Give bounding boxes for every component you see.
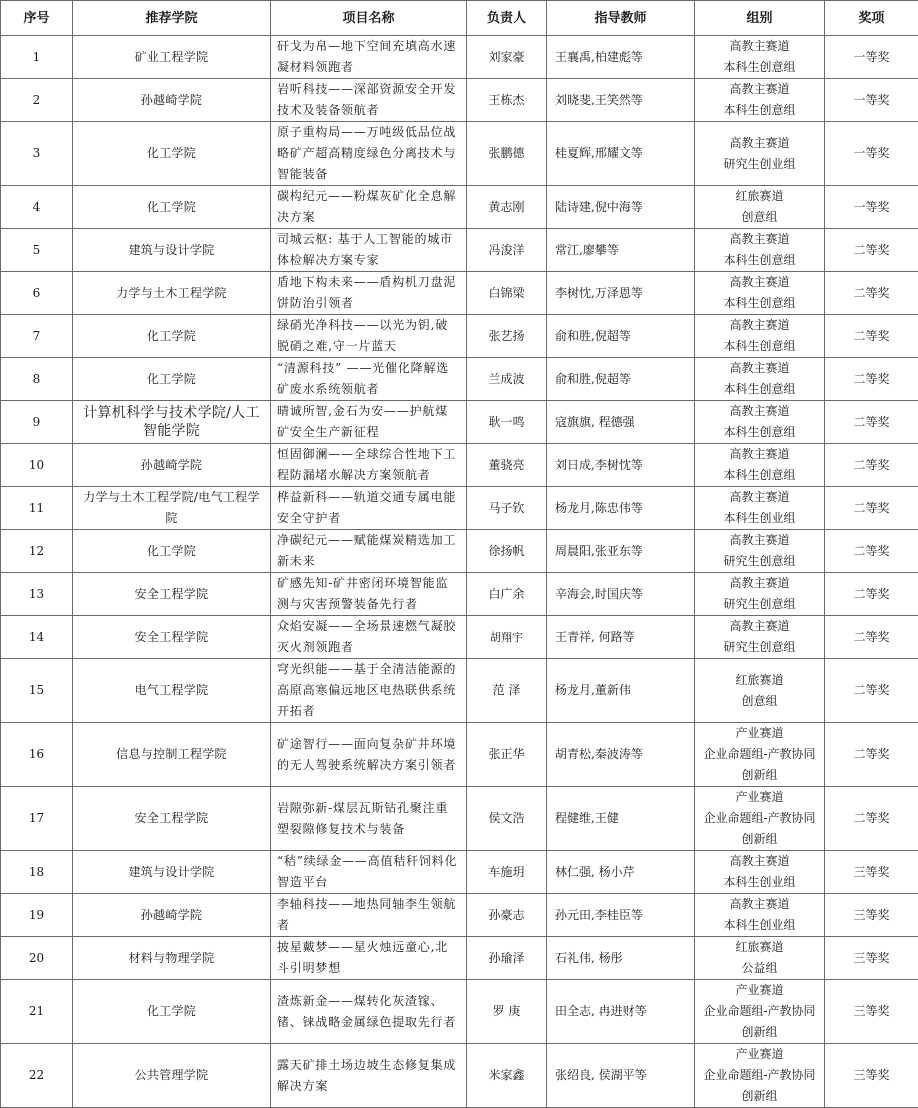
- group-cell: [695, 530, 825, 573]
- group-line: 研究生创意组: [723, 554, 796, 568]
- group-line: 创意组: [741, 210, 778, 224]
- group-cell: [695, 937, 825, 980]
- row-number: 9: [1, 401, 73, 444]
- group-line: 高教主赛道: [729, 533, 790, 547]
- group-cell: [695, 723, 825, 787]
- award-cell: 三等奖: [825, 1044, 918, 1108]
- group-cell: [695, 487, 825, 530]
- award-cell: 三等奖: [825, 894, 918, 937]
- table-row: [1, 530, 918, 573]
- teacher-cell: 辛海会,时国庆等: [547, 573, 695, 616]
- college-cell: 孙越崎学院: [73, 444, 271, 487]
- table-row: [1, 616, 918, 659]
- award-cell: 三等奖: [825, 851, 918, 894]
- group-line: 本科生创意组: [723, 468, 796, 482]
- award-cell: 二等奖: [825, 487, 918, 530]
- teacher-cell: 常江,廖攀等: [547, 229, 695, 272]
- table-row: [1, 487, 918, 530]
- college-cell: 建筑与设计学院: [73, 229, 271, 272]
- row-number: 5: [1, 229, 73, 272]
- row-number: 20: [1, 937, 73, 980]
- award-cell: 二等奖: [825, 787, 918, 851]
- group-line: 高教主赛道: [729, 404, 790, 418]
- group-line: 高教主赛道: [729, 490, 790, 504]
- award-cell: 二等奖: [825, 315, 918, 358]
- project-name-cell: 盾地下构未来——盾构机刀盘泥饼防治引领者: [271, 272, 467, 315]
- teacher-cell: 桂夏辉,邢耀文等: [547, 122, 695, 186]
- award-cell: 三等奖: [825, 980, 918, 1044]
- table-row: [1, 573, 918, 616]
- table-row: [1, 122, 918, 186]
- group-cell: [695, 980, 825, 1044]
- row-number: 17: [1, 787, 73, 851]
- group-cell: [695, 851, 825, 894]
- leader-cell: 孙瑜泽: [467, 937, 547, 980]
- teacher-cell: 胡青松,秦波涛等: [547, 723, 695, 787]
- project-name-cell: 矿途智行——面向复杂矿井环境的无人驾驶系统解决方案引领者: [271, 723, 467, 787]
- group-line: 本科生创业组: [723, 511, 796, 525]
- col-header-no: 序号: [1, 1, 73, 36]
- leader-cell: 张艺扬: [467, 315, 547, 358]
- teacher-cell: 张绍良, 侯湖平等: [547, 1044, 695, 1108]
- group-line: 本科生创业组: [723, 918, 796, 932]
- teacher-cell: 俞和胜,倪超等: [547, 358, 695, 401]
- award-cell: 一等奖: [825, 122, 918, 186]
- group-cell: [695, 573, 825, 616]
- row-number: 6: [1, 272, 73, 315]
- project-name-cell: 绿硝光净科技——以光为钥,破脱硝之难,守一片蓝天: [271, 315, 467, 358]
- award-cell: 二等奖: [825, 573, 918, 616]
- table-row: [1, 229, 918, 272]
- project-name-cell: 岩听科技——深部资源安全开发技术及装备领航者: [271, 79, 467, 122]
- table-row: [1, 659, 918, 723]
- group-line: 本科生创意组: [723, 103, 796, 117]
- group-line: 高教主赛道: [729, 447, 790, 461]
- group-line: 高教主赛道: [729, 135, 790, 150]
- table-row: [1, 401, 918, 444]
- award-cell: 一等奖: [825, 79, 918, 122]
- teacher-cell: 杨龙月,董新伟: [547, 659, 695, 723]
- row-number: 10: [1, 444, 73, 487]
- project-name-cell: “清源科技” ——光催化降解选矿废水系统领航者: [271, 358, 467, 401]
- award-cell: 一等奖: [825, 186, 918, 229]
- group-cell: [695, 79, 825, 122]
- table-row: [1, 894, 918, 937]
- row-number: 1: [1, 36, 73, 79]
- group-cell: [695, 1044, 825, 1108]
- college-cell: 化工学院: [73, 315, 271, 358]
- row-number: 18: [1, 851, 73, 894]
- teacher-cell: 石礼伟, 杨彤: [547, 937, 695, 980]
- college-cell: 安全工程学院: [73, 787, 271, 851]
- project-name-cell: 渣炼新金——煤转化灰渣镓、锗、铼战略金属绿色提取先行者: [271, 980, 467, 1044]
- group-line: 本科生创业组: [723, 875, 796, 889]
- project-name-cell: 恒固御澜——全球综合性地下工程防漏堵水解决方案领航者: [271, 444, 467, 487]
- project-name-cell: 岩隙弥新-煤层瓦斯钻孔聚注重塑裂隙修复技术与装备: [271, 787, 467, 851]
- project-name-cell: 众焰安凝——全场景速燃气凝胶灭火剂领跑者: [271, 616, 467, 659]
- col-header-teacher: 指导教师: [547, 1, 695, 36]
- leader-cell: 刘家豪: [467, 36, 547, 79]
- group-cell: [695, 272, 825, 315]
- row-number: 14: [1, 616, 73, 659]
- group-cell: [695, 122, 825, 186]
- teacher-cell: 程健维,王健: [547, 787, 695, 851]
- row-number: 22: [1, 1044, 73, 1108]
- award-cell: 二等奖: [825, 659, 918, 723]
- row-number: 8: [1, 358, 73, 401]
- teacher-cell: 陆诗建,倪中海等: [547, 186, 695, 229]
- group-line: 本科生创意组: [723, 425, 796, 439]
- group-cell: [695, 787, 825, 851]
- teacher-cell: 周晨阳,张亚东等: [547, 530, 695, 573]
- table-row: [1, 851, 918, 894]
- leader-cell: 兰成波: [467, 358, 547, 401]
- table-row: [1, 272, 918, 315]
- leader-cell: 白锦梁: [467, 272, 547, 315]
- row-number: 12: [1, 530, 73, 573]
- award-cell: 二等奖: [825, 272, 918, 315]
- teacher-cell: 林仁强, 杨小芹: [547, 851, 695, 894]
- group-line: 高教主赛道: [729, 39, 790, 53]
- group-line: 本科生创意组: [723, 296, 796, 310]
- college-cell: 电气工程学院: [73, 659, 271, 723]
- group-line: 创意组: [741, 693, 778, 708]
- group-line: 企业命题组-产教协同创新组: [703, 1004, 816, 1039]
- leader-cell: 董骁亮: [467, 444, 547, 487]
- leader-cell: 耿一鸣: [467, 401, 547, 444]
- award-cell: 二等奖: [825, 401, 918, 444]
- college-cell: 建筑与设计学院: [73, 851, 271, 894]
- teacher-cell: 王青祥, 何路等: [547, 616, 695, 659]
- teacher-cell: 刘日成,李树忱等: [547, 444, 695, 487]
- group-line: 产业赛道: [735, 1047, 784, 1061]
- group-line: 公益组: [741, 961, 778, 975]
- group-line: 红旅赛道: [735, 189, 784, 203]
- leader-cell: 马子钦: [467, 487, 547, 530]
- row-number: 7: [1, 315, 73, 358]
- award-cell: 一等奖: [825, 36, 918, 79]
- group-line: 高教主赛道: [729, 232, 790, 246]
- group-line: 高教主赛道: [729, 318, 790, 332]
- table-row: [1, 787, 918, 851]
- award-cell: 二等奖: [825, 616, 918, 659]
- teacher-cell: 寇旗旗, 程德强: [547, 401, 695, 444]
- col-header-leader: 负责人: [467, 1, 547, 36]
- row-number: 3: [1, 122, 73, 186]
- college-cell: 化工学院: [73, 122, 271, 186]
- award-cell: 二等奖: [825, 530, 918, 573]
- group-line: 研究生创意组: [723, 640, 796, 654]
- college-cell: 孙越崎学院: [73, 79, 271, 122]
- group-line: 高教主赛道: [729, 82, 790, 96]
- college-cell: 材料与物理学院: [73, 937, 271, 980]
- college-cell: 化工学院: [73, 186, 271, 229]
- col-header-college: 推荐学院: [73, 1, 271, 36]
- group-line: 研究生创业组: [723, 156, 796, 171]
- project-name-cell: 桦益新科——轨道交通专属电能安全守护者: [271, 487, 467, 530]
- table-row: [1, 315, 918, 358]
- teacher-cell: 杨龙月,陈忠伟等: [547, 487, 695, 530]
- group-line: 产业赛道: [735, 726, 784, 740]
- college-cell: 信息与控制工程学院: [73, 723, 271, 787]
- leader-cell: 侯文浩: [467, 787, 547, 851]
- project-name-cell: 露天矿排土场边坡生态修复集成解决方案: [271, 1044, 467, 1108]
- table-row: [1, 980, 918, 1044]
- group-line: 高教主赛道: [729, 361, 790, 375]
- group-cell: [695, 36, 825, 79]
- college-cell: 力学与土木工程学院: [73, 272, 271, 315]
- leader-cell: 米家鑫: [467, 1044, 547, 1108]
- group-cell: [695, 315, 825, 358]
- group-line: 高教主赛道: [729, 619, 790, 633]
- group-line: 研究生创意组: [723, 597, 796, 611]
- row-number: 2: [1, 79, 73, 122]
- project-name-cell: 矸戈为帛—地下空间充填高水速凝材料领跑者: [271, 36, 467, 79]
- group-line: 红旅赛道: [735, 940, 784, 954]
- teacher-cell: 孙元田,李桂臣等: [547, 894, 695, 937]
- group-line: 企业命题组-产教协同创新组: [703, 1068, 816, 1103]
- leader-cell: 罗 庚: [467, 980, 547, 1044]
- col-header-group: 组别: [695, 1, 825, 36]
- college-cell: 矿业工程学院: [73, 36, 271, 79]
- group-cell: [695, 401, 825, 444]
- group-cell: [695, 186, 825, 229]
- table-row: [1, 937, 918, 980]
- project-name-cell: 穹光织能——基于全清洁能源的高原高寒偏远地区电热联供系统开拓者: [271, 659, 467, 723]
- college-cell: 化工学院: [73, 358, 271, 401]
- col-header-project: 项目名称: [271, 1, 467, 36]
- group-line: 企业命题组-产教协同创新组: [703, 747, 816, 782]
- group-cell: [695, 444, 825, 487]
- college-cell: 孙越崎学院: [73, 894, 271, 937]
- group-line: 高教主赛道: [729, 897, 790, 911]
- leader-cell: 王栋杰: [467, 79, 547, 122]
- leader-cell: 白广余: [467, 573, 547, 616]
- project-name-cell: 净碳纪元——赋能煤炭精选加工新未来: [271, 530, 467, 573]
- group-line: 红旅赛道: [735, 672, 784, 687]
- college-cell: 公共管理学院: [73, 1044, 271, 1108]
- group-line: 高教主赛道: [729, 854, 790, 868]
- group-line: 本科生创意组: [723, 253, 796, 267]
- group-line: 本科生创意组: [723, 382, 796, 396]
- award-cell: 二等奖: [825, 229, 918, 272]
- row-number: 16: [1, 723, 73, 787]
- college-cell: 安全工程学院: [73, 616, 271, 659]
- group-line: 本科生创意组: [723, 339, 796, 353]
- col-header-award: 奖项: [825, 1, 918, 36]
- table-row: [1, 723, 918, 787]
- leader-cell: 张鹏德: [467, 122, 547, 186]
- project-name-cell: “秸”续绿金——高值秸秆饲料化智造平台: [271, 851, 467, 894]
- leader-cell: 范 泽: [467, 659, 547, 723]
- table-row: [1, 79, 918, 122]
- row-number: 19: [1, 894, 73, 937]
- leader-cell: 胡翔宇: [467, 616, 547, 659]
- leader-cell: 黄志刚: [467, 186, 547, 229]
- table-body: [1, 36, 918, 1108]
- table-row: [1, 36, 918, 79]
- leader-cell: 车施玥: [467, 851, 547, 894]
- group-line: 本科生创意组: [723, 60, 796, 74]
- teacher-cell: 俞和胜,倪超等: [547, 315, 695, 358]
- group-line: 高教主赛道: [729, 576, 790, 590]
- teacher-cell: 刘晓斐,王笑然等: [547, 79, 695, 122]
- leader-cell: 孙豪志: [467, 894, 547, 937]
- row-number: 13: [1, 573, 73, 616]
- project-name-cell: 司城云枢: 基于人工智能的城市体检解决方案专家: [271, 229, 467, 272]
- group-cell: [695, 616, 825, 659]
- project-name-cell: 李轴科技——地热同轴李生领航者: [271, 894, 467, 937]
- leader-cell: 冯浚洋: [467, 229, 547, 272]
- award-cell: 二等奖: [825, 723, 918, 787]
- project-name-cell: 披星戴梦——星火烛远童心,北斗引明梦想: [271, 937, 467, 980]
- teacher-cell: 王襄禹,柏建彪等: [547, 36, 695, 79]
- college-cell: 计算机科学与技术学院/人工智能学院: [73, 401, 271, 444]
- group-line: 产业赛道: [735, 790, 784, 804]
- group-cell: [695, 894, 825, 937]
- table-row: [1, 358, 918, 401]
- teacher-cell: 李树忱,万泽恩等: [547, 272, 695, 315]
- header-row: [1, 1, 918, 36]
- group-cell: [695, 659, 825, 723]
- project-name-cell: 晴诚所智,金石为安——护航煤矿安全生产新征程: [271, 401, 467, 444]
- award-cell: 三等奖: [825, 937, 918, 980]
- table-row: [1, 444, 918, 487]
- group-line: 企业命题组-产教协同创新组: [703, 811, 816, 846]
- table-row: [1, 1044, 918, 1108]
- project-name-cell: 原子重构局——万吨级低品位战略矿产超高精度绿色分离技术与智能装备: [271, 122, 467, 186]
- project-name-cell: 碳构纪元——粉煤灰矿化全息解决方案: [271, 186, 467, 229]
- group-line: 高教主赛道: [729, 275, 790, 289]
- award-cell: 二等奖: [825, 358, 918, 401]
- row-number: 4: [1, 186, 73, 229]
- college-cell: 化工学院: [73, 980, 271, 1044]
- college-cell: 力学与土木工程学院/电气工程学院: [73, 487, 271, 530]
- group-cell: [695, 358, 825, 401]
- college-cell: 化工学院: [73, 530, 271, 573]
- leader-cell: 张正华: [467, 723, 547, 787]
- leader-cell: 徐扬帆: [467, 530, 547, 573]
- row-number: 21: [1, 980, 73, 1044]
- row-number: 15: [1, 659, 73, 723]
- row-number: 11: [1, 487, 73, 530]
- table-row: [1, 186, 918, 229]
- college-cell: 安全工程学院: [73, 573, 271, 616]
- project-name-cell: 矿感先知-矿井密闭环境智能监测与灾害预警装备先行者: [271, 573, 467, 616]
- group-cell: [695, 229, 825, 272]
- group-line: 产业赛道: [735, 983, 784, 997]
- award-cell: 二等奖: [825, 444, 918, 487]
- teacher-cell: 田全志, 冉进财等: [547, 980, 695, 1044]
